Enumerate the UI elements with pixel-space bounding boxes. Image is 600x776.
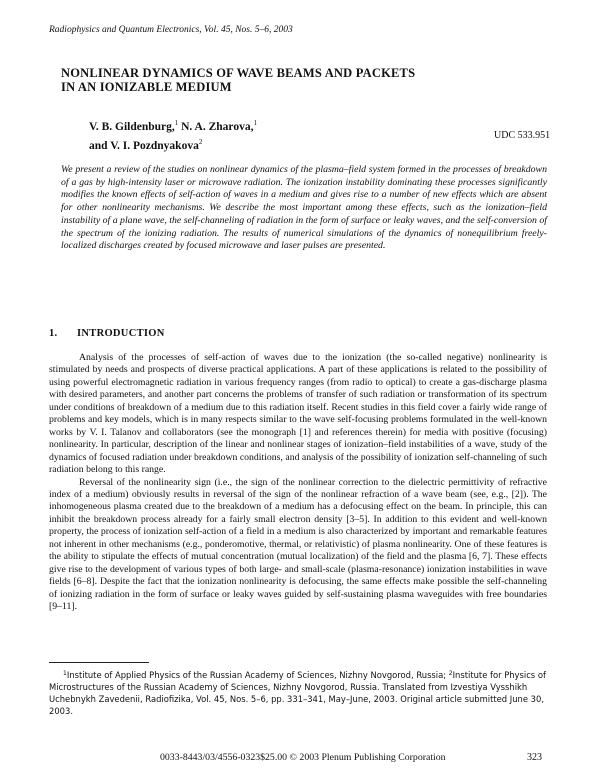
footnote-mark: 1: [63, 670, 67, 677]
footnote-affiliation-1: Institute of Applied Physics of the Russian Academy of Sciences, Nizhny Novgorod, Russia;: [66, 670, 447, 680]
paragraph: Analysis of the processes of self-action of waves due to the ionization (the so-called negative) nonlinearity is stimulated by needs and prospects of diverse practical applications. A part of these applications is related to the possibility of using powerful electromagnetic radiation in various frequency ranges (from radio to optical) to create a gas-discharge plasma with desired parameters, and another part concerns the problems of transfer of such radiation or transformation of its spectrum under conditions of breakdown of a medium due to this radiation itself. Recent studies in this field cover a fairly wide range of problems and key models, which is in many respects similar to the wave self-focusing problems formulated in the well-known works by V. I. Talanov and collaborators (see the monograph [1] and references therein) for media with positive (focusing) nonlinearity. In particular, description of the linear and nonlinear stages of ionization–field instabilities of a wave, study of the dynamics of focused radiation under breakdown conditions, and analysis of the possibility of ionization self-channeling of such radiation belong to this range.: [49, 352, 547, 476]
journal-header: Radiophysics and Quantum Electronics, Vol. 45, Nos. 5–6, 2003: [49, 25, 293, 35]
footnote-divider: [49, 662, 149, 663]
body-text: [49, 352, 547, 614]
author-gildenburg: V. B. Gildenburg,: [89, 121, 175, 133]
section-title: INTRODUCTION: [77, 328, 165, 339]
affiliation-mark: 1: [174, 119, 179, 127]
title-line-1: NONLINEAR DYNAMICS OF WAVE BEAMS AND PACKETS: [61, 66, 416, 80]
footnote: [49, 668, 547, 717]
author-zharova: N. A. Zharova,: [181, 121, 254, 133]
page-number: 323: [527, 752, 542, 763]
author-pozdnyakova: V. I. Pozdnyakova: [110, 139, 199, 152]
affiliation-mark: 2: [198, 137, 203, 146]
author-connector: and: [89, 139, 108, 152]
author-line-2: [89, 135, 389, 154]
article-title: [61, 66, 501, 94]
udc-code: UDC 533.951: [494, 130, 551, 141]
section-number: 1.: [49, 328, 58, 339]
author-line-1: [89, 116, 389, 135]
title-line-2: IN AN IONIZABLE MEDIUM: [61, 80, 232, 94]
abstract: We present a review of the studies on nonlinear dynamics of the plasma–field system formed in the processes of breakdown of a gas by high-intensity laser or microwave radiation. The ionization instability dominating these processes significantly modifies the known effects of self-action of waves in a medium and gives rise to a number of new effects which are absent for other nonlinearity mechanisms. We describe the most important among these effects, such as the ionization–field instability of a plane wave, the self-channeling of radiation in the form of surface or leaky waves, and the self-conversion of the spectrum of the ionizing radiation. The results of numerical simulations of the dynamics of nonequilibrium freely-localized discharges created by focused microwave and laser pulses are presented.: [61, 164, 547, 252]
footnote-mark: 2: [448, 670, 453, 677]
author-list: [89, 116, 389, 153]
affiliation-mark: 1: [253, 119, 257, 127]
paragraph: Reversal of the nonlinearity sign (i.e., the sign of the nonlinear correction to the dielectric permittivity of refractive index of a medium) obviously results in reversal of the sign of the nonlinear refraction of a wave beam (see, e.g., [2]). The inhomogeneous plasma created due to the breakdown of a medium has a defocusing effect on the beam. In principle, this can inhibit the breakdown process already for a fairly small electron density [3–5]. In addition to this evident and well-known property, the process of ionization self-action of a field in a medium is also characterized by important and remarkable features not inherent in other mechanisms (e.g., ponderomotive, thermal, or relativistic) of plasma nonlinearity. One of these features is the ability to stipulate the effects of mutual concentration (mutual localization) of the field and the plasma [6, 7]. These effects give rise to the development of various types of both large- and small-scale (plasma-resonance) ionization instabilities in wave fields [6–8]. Despite the fact that the ionization nonlinearity is defocusing, the same effects make possible the self-channeling of ionizing radiation in the form of surface or leaky waves guided by self-sustaining plasma waveguides with free boundaries [9–11].: [49, 476, 547, 613]
footnote-affiliation-2: Institute for Physics of Microstructures of the Russian Academy of Sciences, Nizhny Novgorod, Russia. Translated from Izvestiya Vysshikh Uchebnykh Zavedenii, Radiofizika, Vol. 45, Nos. 5–6, pp. 331–341, May–June, 2003. Original article submitted June 30, 2003.: [49, 670, 546, 716]
section-heading: [49, 328, 165, 339]
copyright-line: 0033-8443/03/4556-0323$25.00 © 2003 Plenum Publishing Corporation: [160, 752, 446, 763]
